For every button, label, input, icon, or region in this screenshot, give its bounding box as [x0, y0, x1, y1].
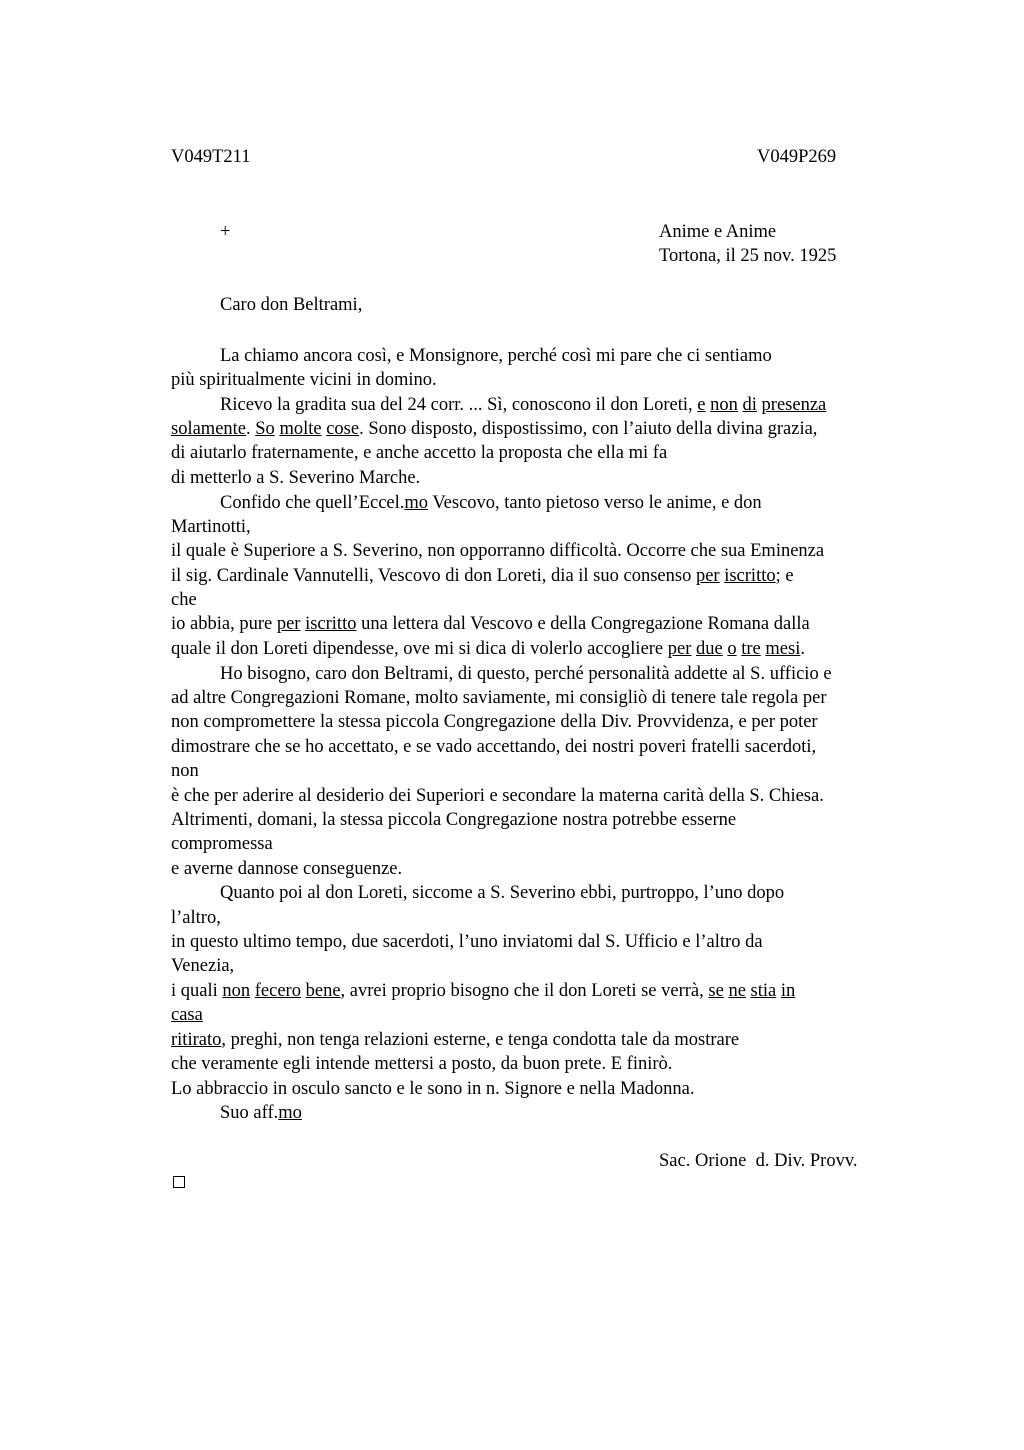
- body-line: e averne dannose conseguenze.: [171, 859, 403, 879]
- body-line: Altrimenti, domani, la stessa piccola Congregazione nostra potrebbe esserne: [171, 810, 737, 830]
- body-line: non compromettere la stessa piccola Congregazione della Div. Provvidenza, e per poter: [171, 712, 818, 732]
- body-line: quale il don Loreti dipendesse, ove mi si dica di volerlo accogliere per due o tre mesi.: [171, 639, 805, 659]
- body-line: non: [171, 761, 199, 781]
- doc-code-right: V049P269: [757, 147, 837, 167]
- body-line: ad altre Congregazioni Romane, molto saviamente, mi consigliò di tenere tale regola per: [171, 688, 827, 708]
- salutation: Caro don Beltrami,: [220, 295, 363, 315]
- body-line: più spiritualmente vicini in domino.: [171, 370, 437, 390]
- body-line: Venezia,: [171, 956, 235, 976]
- body-line: di aiutarlo fraternamente, e anche accetto la proposta che ella mi fa: [171, 443, 668, 463]
- body-line: La chiamo ancora così, e Monsignore, perché così mi pare che ci sentiamo: [220, 346, 772, 366]
- body-line: in questo ultimo tempo, due sacerdoti, l’uno inviatomi dal S. Ufficio e l’altro da: [171, 932, 763, 952]
- body-line: Lo abbraccio in osculo sancto e le sono in n. Signore e nella Madonna.: [171, 1079, 695, 1099]
- cross-mark: +: [220, 222, 231, 242]
- body-line: compromessa: [171, 834, 273, 854]
- body-line: il sig. Cardinale Vannutelli, Vescovo di don Loreti, dia il suo consenso per iscritto; e: [171, 566, 794, 586]
- doc-code-left: V049T211: [171, 147, 251, 167]
- body-line: dimostrare che se ho accettato, e se vado accettando, dei nostri poveri fratelli sacerdoti,: [171, 737, 817, 757]
- body-line: Martinotti,: [171, 517, 251, 537]
- body-line: il quale è Superiore a S. Severino, non opporranno difficoltà. Occorre che sua Eminenza: [171, 541, 825, 561]
- body-line: ritirato, preghi, non tenga relazioni esterne, e tenga condotta tale da mostrare: [171, 1030, 740, 1050]
- body-line: Ho bisogno, caro don Beltrami, di questo, perché personalità addette al S. ufficio e: [220, 664, 832, 684]
- body-line: io abbia, pure per iscritto una lettera dal Vescovo e della Congregazione Romana dalla: [171, 614, 810, 634]
- closing: Suo aff.mo: [220, 1103, 302, 1123]
- body-line: che: [171, 590, 197, 610]
- body-line: solamente. So molte cose. Sono disposto, dispostissimo, con l’aiuto della divina grazia,: [171, 419, 818, 439]
- body-line: i quali non fecero bene, avrei proprio bisogno che il don Loreti se verrà, se ne stia in: [171, 981, 796, 1001]
- body-line: di metterlo a S. Severino Marche.: [171, 468, 421, 488]
- body-line: l’altro,: [171, 908, 221, 928]
- body-line: Confido che quell’Eccel.mo Vescovo, tanto pietoso verso le anime, e don: [220, 493, 762, 513]
- signature: Sac. Orione d. Div. Provv.: [659, 1151, 858, 1171]
- body-line: casa: [171, 1005, 203, 1025]
- body-line: Ricevo la gradita sua del 24 corr. ... Sì, conoscono il don Loreti, e non di presenza: [220, 395, 827, 415]
- place-date: Tortona, il 25 nov. 1925: [659, 246, 837, 266]
- body-line: è che per aderire al desiderio dei Superiori e secondare la materna carità della S. Chiesa.: [171, 786, 824, 806]
- checkbox-square-icon: [173, 1176, 185, 1188]
- body-line: Quanto poi al don Loreti, siccome a S. Severino ebbi, purtroppo, l’uno dopo: [220, 883, 785, 903]
- body-line: che veramente egli intende mettersi a posto, da buon prete. E finirò.: [171, 1054, 673, 1074]
- motto: Anime e Anime: [659, 222, 777, 242]
